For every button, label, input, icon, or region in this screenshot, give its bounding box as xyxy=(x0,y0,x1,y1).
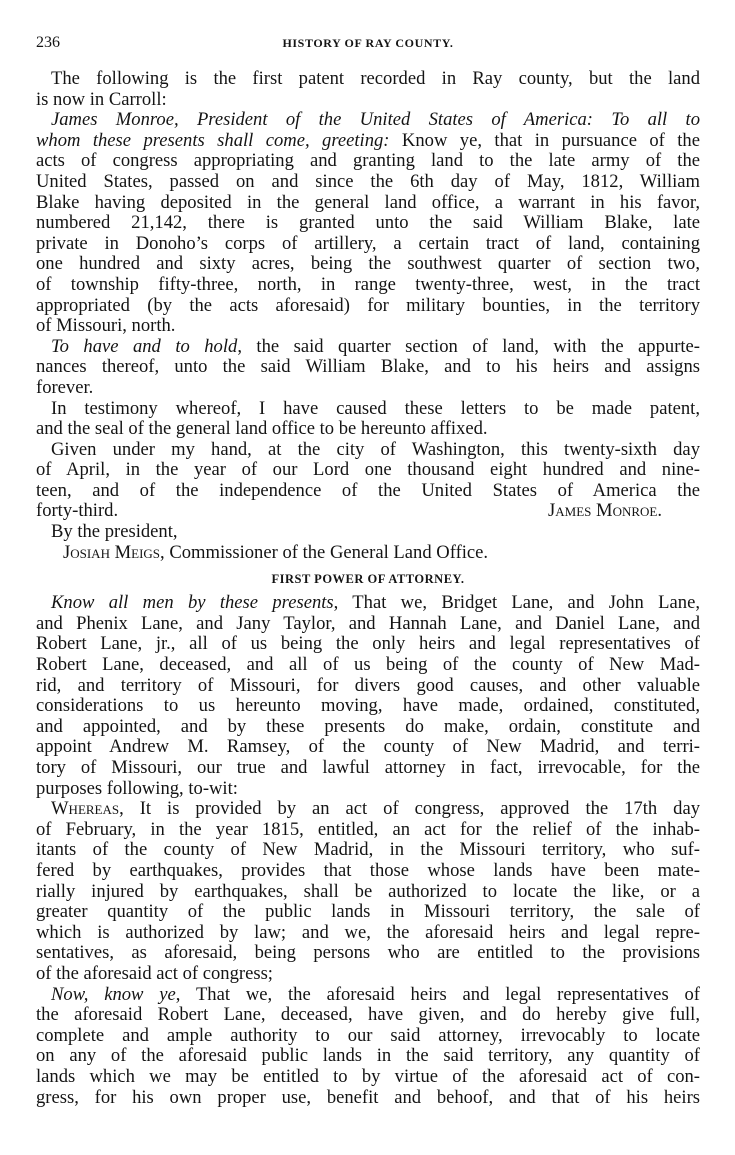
poa-line: considerations to us hereunto moving, have made, ordained, constituted, xyxy=(36,695,700,717)
patent-grant-line: numbered 21,142, there is granted unto the said William Blake, late xyxy=(36,212,700,234)
poa-line: Robert Lane, deceased, and all of us being of the county of New Mad- xyxy=(36,654,700,676)
page-number: 236 xyxy=(36,34,60,51)
habendum-italic: To have and to hold xyxy=(51,335,238,357)
testimony-line: and the seal of the general land office to be hereunto affixed. xyxy=(36,418,488,440)
salutation-italic: whom these presents shall come, greeting: xyxy=(36,129,390,151)
given-line: Given under my hand, at the city of Washington, this twenty-sixth day xyxy=(51,438,700,460)
now-know-ye-line: on any of the aforesaid public lands in the said territory, any quantity of xyxy=(36,1045,700,1067)
running-head xyxy=(36,34,700,54)
whereas-line: rially injured by earthquakes, shall be authorized to locate the like, or a xyxy=(36,880,700,902)
given-line: teen, and of the independence of the United States of America the xyxy=(36,479,700,501)
patent-grant-line: appropriated (by the acts aforesaid) for military bounties, in the territory xyxy=(36,294,700,316)
patent-salutation-line: James Monroe, President of the United States of America: To all to xyxy=(51,109,700,131)
whereas-line: which is authorized by law; and we, the aforesaid heirs and legal repre- xyxy=(36,921,700,943)
poa-line: purposes following, to-wit: xyxy=(36,777,238,799)
countersign-name: Josiah Meigs xyxy=(63,541,161,563)
poa-line: and appointed, and by these presents do make, ordain, constitute and xyxy=(36,715,700,737)
whereas-line: greater quantity of the public lands in Missouri territory, the sale of xyxy=(36,901,700,923)
patent-salutation-line xyxy=(36,131,700,152)
whereas-word: Whereas xyxy=(51,798,120,820)
patent-grant-line: Blake having deposited in the general land office, a warrant in his favor, xyxy=(36,191,700,213)
now-know-ye-italic: Now, know ye xyxy=(51,983,176,1005)
patent-grant-line: of township fifty-three, north, in range twenty-three, west, in the tract xyxy=(36,273,700,295)
now-know-ye-line: the aforesaid Robert Lane, deceased, have given, and do hereby give full, xyxy=(36,1004,700,1026)
poa-line: Robert Lane, jr., all of us being the only heirs and legal representatives of xyxy=(36,633,700,655)
patent-grant-line: United States, passed on and since the 6th day of May, 1812, William xyxy=(36,170,700,192)
now-know-ye-line: complete and ample authority to our said attorney, irrevocably to locate xyxy=(36,1024,700,1046)
paragraph-intro-line: is now in Carroll: xyxy=(36,88,167,110)
poa-opening-rest: , That we, Bridget Lane, and John Lane, xyxy=(333,592,700,614)
whereas-line: itants of the county of New Madrid, in the Missouri territory, who suf- xyxy=(36,839,700,861)
by-president-line: By the president, xyxy=(51,521,178,543)
patent-grant-line: private in Donoho’s corps of artillery, a certain tract of land, containing xyxy=(36,232,700,254)
now-know-ye-line: lands which we may be entitled to by virtue of the aforesaid act of con- xyxy=(36,1065,700,1087)
signature-line xyxy=(36,501,700,522)
poa-line: and Phenix Lane, and Jany Taylor, and Hannah Lane, and Daniel Lane, and xyxy=(36,612,700,634)
poa-line: appoint Andrew M. Ramsey, of the county of New Madrid, and terri- xyxy=(36,736,700,758)
whereas-rest: , It is provided by an act of congress, approved the 17th day xyxy=(119,798,700,820)
patent-grant-line: acts of congress appropriating and granting land to the late army of the xyxy=(36,150,700,172)
poa-line: tory of Missouri, our true and lawful attorney in fact, irrevocable, for the xyxy=(36,757,700,778)
running-title: HISTORY OF RAY COUNTY. xyxy=(282,36,454,50)
whereas-line: fered by earthquakes, provides that those whose lands have been mate- xyxy=(36,859,700,881)
whereas-line: sentatives, as aforesaid, being persons who are entitled to the provisions xyxy=(36,942,700,964)
whereas-line: of February, in the year 1815, entitled, an act for the relief of the inhab- xyxy=(36,818,700,840)
body-text xyxy=(36,69,700,1108)
habendum-line xyxy=(36,337,700,358)
testimony-line: In testimony whereof, I have caused these letters to be made patent, xyxy=(51,397,700,419)
habendum-line: forever. xyxy=(36,376,94,398)
given-last: forty-third. xyxy=(36,500,119,522)
signatory-name: James Monroe. xyxy=(548,500,662,522)
habendum-line: nances thereof, unto the said William Blake, and to his heirs and assigns xyxy=(36,356,700,378)
whereas-line xyxy=(36,799,700,820)
poa-opening-line xyxy=(36,593,700,614)
countersign-title: , Commissioner of the General Land Office. xyxy=(160,541,489,563)
poa-opening-italic: Know all men by these presents xyxy=(51,592,334,614)
habendum-rest: , the said quarter section of land, with the appurte- xyxy=(237,335,700,357)
countersign-line xyxy=(36,543,700,564)
section-heading: FIRST POWER OF ATTORNEY. xyxy=(271,572,465,587)
now-know-ye-line: gress, for his own proper use, benefit and behoof, and that of his heirs xyxy=(36,1086,700,1108)
now-know-ye-rest: , That we, the aforesaid heirs and legal representatives of xyxy=(175,983,700,1005)
salutation-rest: Know ye, that in pursuance of the xyxy=(389,129,700,151)
now-know-ye-line xyxy=(36,985,700,1006)
patent-grant-line: one hundred and sixty acres, being the southwest quarter of section two, xyxy=(36,253,700,275)
given-line: of April, in the year of our Lord one thousand eight hundred and nine- xyxy=(36,459,700,481)
poa-line: rid, and territory of Missouri, for divers good causes, and other valuable xyxy=(36,674,700,696)
patent-grant-line: of Missouri, north. xyxy=(36,315,176,337)
paragraph-intro-line: The following is the first patent recorded in Ray county, but the land xyxy=(51,68,700,89)
whereas-line: of the aforesaid act of congress; xyxy=(36,962,273,984)
